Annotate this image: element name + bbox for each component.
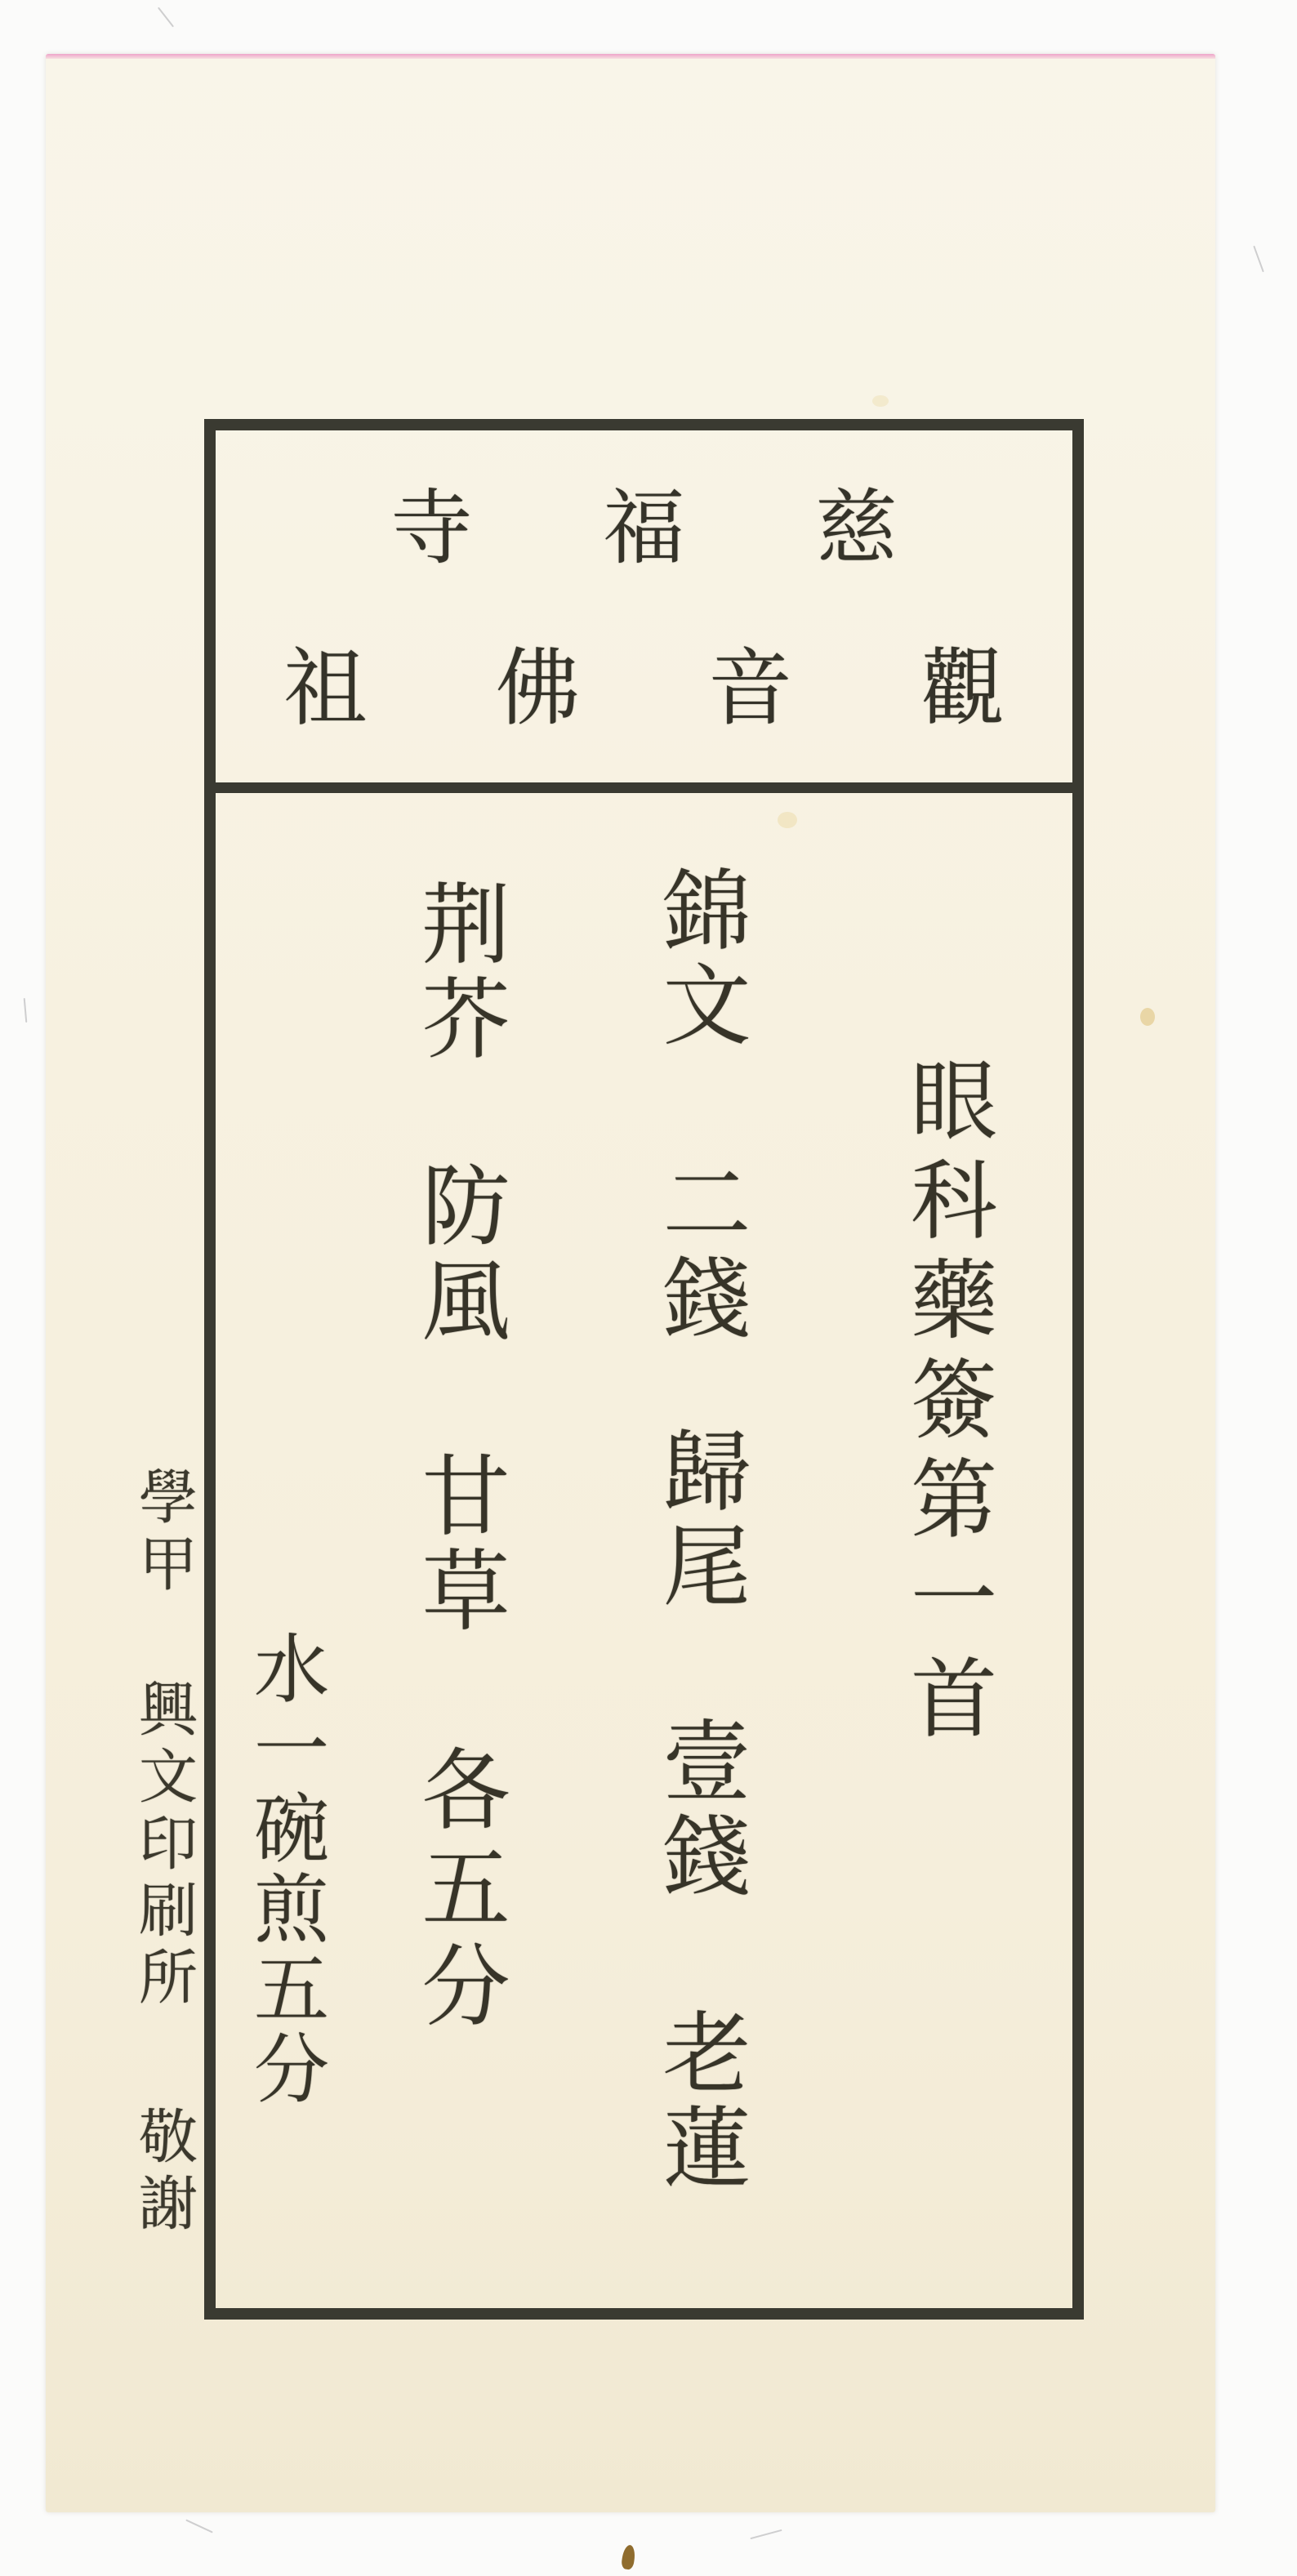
herb-name: 防風 <box>408 1160 506 1349</box>
herb-name: 老蓮 <box>649 2007 747 2196</box>
deity-title-char: 佛 <box>496 643 580 736</box>
temple-name-row <box>216 482 1072 576</box>
paper-top-edge-pink-line <box>46 54 1215 59</box>
printer-thanks: 敬謝 <box>130 2106 195 2240</box>
herb-amount: 二錢 <box>649 1157 747 1347</box>
deity-title-char: 祖 <box>283 643 368 736</box>
deity-title-char: 音 <box>708 643 792 736</box>
herb-name: 甘草 <box>408 1450 506 1639</box>
herb-name: 錦文 <box>649 864 747 1054</box>
temple-name-char: 寺 <box>390 484 473 574</box>
herb-name: 歸尾 <box>649 1425 747 1615</box>
herb-amount: 壹錢 <box>649 1715 747 1905</box>
printer-place: 學甲 <box>130 1466 195 1600</box>
decoction-instruction-column: 水一碗煎五分 <box>243 1629 327 2110</box>
herb-amount: 各五分 <box>408 1744 506 2038</box>
paper-stain <box>1140 1008 1155 1026</box>
herb-name: 荆芥 <box>408 878 506 1067</box>
scanner-lint <box>24 998 28 1023</box>
prescription-slip-paper <box>46 54 1215 2512</box>
printer-name: 興文印刷所 <box>130 1678 195 2013</box>
deity-title-char: 觀 <box>920 643 1005 736</box>
scanner-lint <box>750 2529 782 2539</box>
scan-debris-speck <box>621 2544 636 2570</box>
temple-name-char: 福 <box>603 484 685 574</box>
scanner-lint <box>185 2519 212 2533</box>
prescription-title-column: 眼科藥簽第一首 <box>898 1055 994 1753</box>
scanner-lint <box>158 7 174 28</box>
scanner-lint <box>1253 246 1264 273</box>
paper-stain <box>872 395 889 407</box>
temple-name-char: 慈 <box>815 484 898 574</box>
deity-title-row <box>216 641 1072 738</box>
temple-header <box>216 430 1072 793</box>
